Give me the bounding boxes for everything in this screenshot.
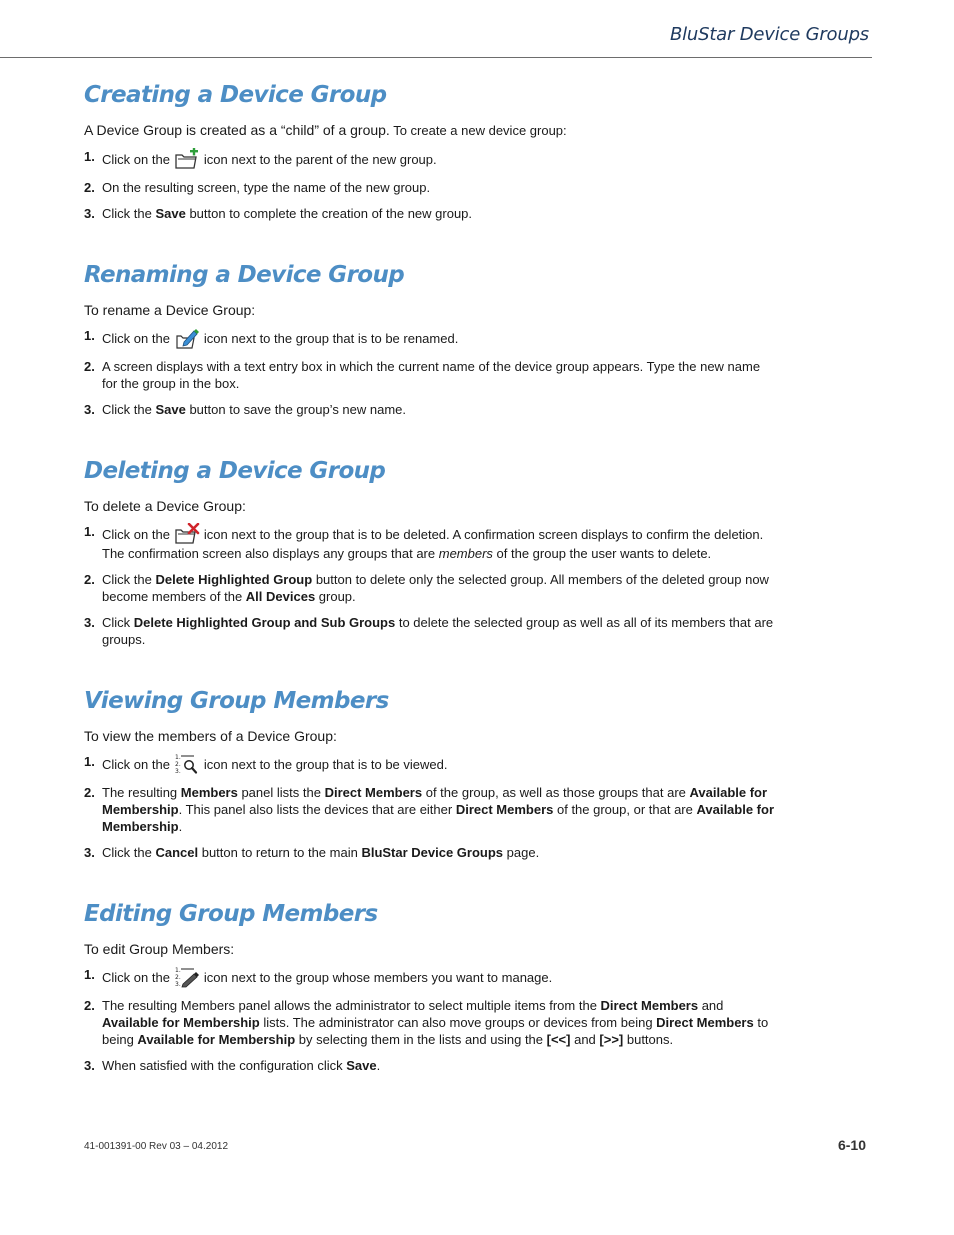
list-item: 3. When satisfied with the configuration click Save. (84, 1058, 381, 1073)
header-rule (0, 57, 872, 58)
section-intro: To rename a Device Group: (84, 302, 256, 318)
edit-members-icon (174, 966, 200, 988)
svg-text:2.: 2. (174, 974, 181, 981)
section-title: Renaming a Device Group (84, 262, 405, 288)
folder-add-icon (174, 148, 200, 170)
svg-text:3.: 3. (174, 768, 181, 775)
steps-list (84, 523, 774, 648)
svg-text:2.: 2. (174, 761, 181, 768)
section-creating-device-group (84, 78, 774, 222)
list-item: 3. Click the Save button to save the group’s new name. (84, 402, 407, 417)
section-title: Editing Group Members (84, 901, 378, 927)
section-intro: To delete a Device Group: (84, 498, 246, 514)
page-content (84, 78, 774, 1083)
steps-list (84, 966, 774, 1074)
footer-doc-id: 41-001391-00 Rev 03 – 04.2012 (84, 1141, 229, 1152)
list-item: 2. On the resulting screen, type the name of the new group. (84, 180, 431, 195)
page-number: 6-10 (837, 1137, 866, 1153)
view-members-icon (174, 753, 200, 775)
steps-list (84, 753, 774, 861)
section-intro: A Device Group is created as a “child” of a group. To create a new device group: (84, 122, 567, 138)
steps-list (84, 148, 774, 222)
list-item: 3. Click the Save button to complete the creation of the new group. (84, 206, 473, 221)
section-title: Deleting a Device Group (84, 458, 386, 484)
list-item: 2. The resulting Members panel lists the Direct Members of the group, as well as those groups that are Available for Membership. This panel also lists the devices that are either Direct Members of the group, or that are Available for Membership. (84, 785, 775, 834)
svg-text:3.: 3. (174, 981, 181, 988)
section-title: Creating a Device Group (84, 82, 387, 108)
section-title: Viewing Group Members (84, 688, 389, 714)
svg-text:1.: 1. (174, 967, 181, 974)
list-item: 1. Click on the 1. 2. 3. icon next to the group whose members you want to manage. (84, 967, 553, 988)
section-deleting-device-group (84, 454, 774, 648)
svg-text:1.: 1. (174, 754, 181, 761)
section-intro: To edit Group Members: (84, 941, 235, 957)
list-item: 2. A screen displays with a text entry box in which the current name of the device group appears. Type the new name for the group in the box. (84, 359, 761, 391)
list-item: 1. Click on the 1. 2. 3. icon next to the group that is to be viewed. (84, 754, 448, 775)
section-viewing-group-members (84, 684, 774, 861)
list-item: 3. Click the Cancel button to return to the main BluStar Device Groups page. (84, 845, 540, 860)
folder-rename-icon (174, 327, 200, 349)
section-intro: To view the members of a Device Group: (84, 728, 337, 744)
list-item: 2. Click the Delete Highlighted Group button to delete only the selected group. All members of the deleted group now become members of the All Devices group. (84, 572, 769, 604)
list-item: 1. Click on the icon next to the group that is to be deleted. A confirmation screen displays to confirm the deletion. The confirmation screen also displays any groups that are members of the group the user wants to delete. (84, 524, 764, 561)
running-head-title: BluStar Device Groups (669, 24, 869, 45)
list-item: 3. Click Delete Highlighted Group and Sub Groups to delete the selected group as well as all of its members that are groups. (84, 615, 774, 647)
list-item: 1. Click on the icon next to the group that is to be renamed. (84, 327, 774, 349)
folder-delete-icon (174, 523, 200, 545)
list-item: 2. The resulting Members panel allows the administrator to select multiple items from the Direct Members and Available for Membership lists. The administrator can also move groups or devices from being Direct Members to being Available for Membership by selecting them in the lists and using the [<<] and [>>] buttons. (84, 998, 769, 1047)
section-editing-group-members (84, 897, 774, 1074)
section-renaming-device-group (84, 258, 774, 418)
steps-list (84, 327, 774, 418)
list-item: 1. Click on the icon next to the parent of the new group. (84, 148, 774, 170)
